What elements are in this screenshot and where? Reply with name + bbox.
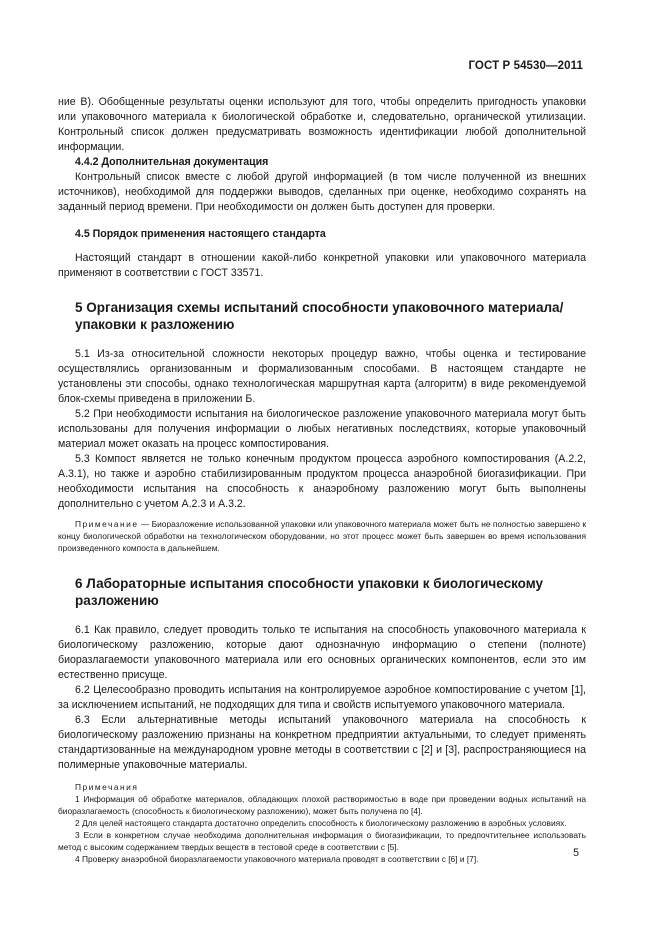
document-code: ГОСТ Р 54530—2011 [468, 60, 583, 72]
section-6-note-2: 2 Для целей настоящего стандарта достаточно определить способность к биологическому разложению в аэробных условиях. [75, 818, 567, 828]
section-4-5-heading: 4.5 Порядок применения настоящего стандарта [75, 228, 326, 240]
section-5-2-text: 5.2 При необходимости испытания на биологическое разложение упаковочного материала могут быть использованы для получения информации о любых негативных последствиях, которые упаковочный материал может оказать на процесс компостирования. [58, 408, 586, 450]
section-6-3-text: 6.3 Если альтернативные методы испытаний упаковочного материала на способность к биологическому разложению признаны на конкретном предприятии актуальными, то следует применять стандартизованные на международном уровне методы в соответствии с [2] и [3], распространяющиеся на полимерные упаковочные материалы. [58, 714, 586, 771]
section-5-1-text: 5.1 Из-за относительной сложности некоторых процедур важно, чтобы оценка и тестирование осуществлялись организованным и формализованным способами. В настоящем стандарте не установлены эти способы, однако технологическая маршрутная карта (алгоритм) в виде рекомендуемой блок-схемы приведена в приложении Б. [58, 348, 586, 405]
section-6-note-1: 1 Информация об обработке материалов, обладающих плохой растворимостью в воде при проведении водных испытаний на биоразлагаемость (способность к биологическому разложению), может быть получена по [4]. [58, 794, 586, 816]
section-4-4-2-heading: 4.4.2 Дополнительная документация [75, 156, 269, 168]
section-5-heading-line2: упаковки к разложению [75, 317, 235, 332]
note-label: Примечание [75, 519, 139, 529]
section-6-1-text: 6.1 Как правило, следует проводить только те испытания на способность упаковочного материала к биологическому разложению, которые дают однозначную информацию о степени (полноте) биоразлагаемости упаковочного материала или его основных органических компонентов, если это им естественно присуще. [58, 624, 586, 681]
section-6-note-3: 3 Если в конкретном случае необходима дополнительная информация о биогазификации, то предпочтительнее использовать метод с высоким содержанием твердых веществ в тестовой среде в соответствии с [5]. [58, 830, 586, 852]
page-number: 5 [573, 847, 579, 859]
section-6-heading-line2: разложению [75, 593, 159, 608]
note-text: — Биоразложение использованной упаковки или упаковочного материала может быть не полностью завершено к концу биологической обработки на технологическом оборудовании, но этот процесс может быть завершен во время использования произведенного компоста в дальнейшем. [58, 519, 586, 553]
continuation-paragraph: ние В). Обобщенные результаты оценки используют для того, чтобы определить пригодность упаковки или упаковочного материала к биологической обработке и, следовательно, органической утилизации. Контрольный список должен предусматривать возможность идентификации любой дополнительной информации. [58, 96, 586, 153]
section-6-notes-title: Примечания [75, 782, 139, 792]
section-6-heading-line1: 6 Лабораторные испытания способности упаковки к биологическому [75, 576, 544, 591]
section-5-heading-line1: 5 Организация схемы испытаний способности упаковочного материала/ [75, 300, 564, 315]
section-6-note-4: 4 Проверку анаэробной биоразлагаемости упаковочного материала проводят в соответствии с [6] и [7]. [75, 854, 479, 864]
section-4-4-2-text: Контрольный список вместе с любой другой информацией (в том числе полученной из внешних источников), необходимой для поддержки выводов, сделанных при оценке, необходимо сохранять на заданный период времени. При необходимости он должен быть доступен для проверки. [58, 171, 586, 213]
section-5-note [58, 518, 586, 554]
section-5-heading [58, 299, 586, 333]
section-6-heading [58, 575, 586, 609]
section-6-2-text: 6.2 Целесообразно проводить испытания на контролируемое аэробное компостирование с учетом [1], за исключением испытаний, не подходящих для типа и свойств испытуемого упаковочного материала. [58, 684, 586, 711]
section-4-5-text: Настоящий стандарт в отношении какой-либо конкретной упаковки или упаковочного материала применяют в соответствии с ГОСТ 33571. [58, 252, 586, 279]
page-content [58, 95, 586, 865]
section-5-3-text: 5.3 Компост является не только конечным продуктом процесса аэробного компостирования (А.2.2, А.3.1), но также и аэробно стабилизированным продуктом процесса анаэробной биогазификации. При необходимости испытания на способность к анаэробному разложению могут быть выполнены дополнительно с учетом А.2.3 и А.3.2. [58, 453, 586, 510]
